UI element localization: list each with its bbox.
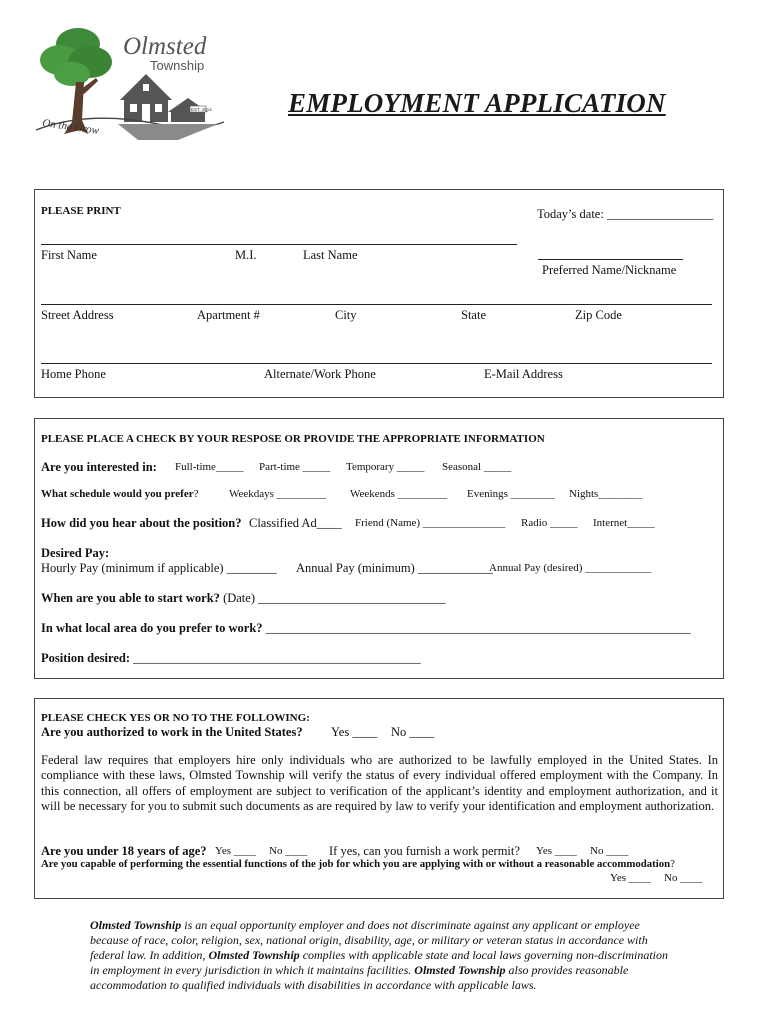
option-seasonal[interactable]: Seasonal _____ xyxy=(442,461,512,473)
apartment-label: Apartment # xyxy=(197,308,260,322)
svg-text:Township: Township xyxy=(150,58,205,73)
svg-text:Olmsted: Olmsted xyxy=(123,33,207,60)
annual-pay-min-field[interactable]: Annual Pay (minimum) ____________ xyxy=(296,561,493,575)
schedule-question: What schedule would you prefer? xyxy=(41,488,199,500)
work-permit-yes[interactable]: Yes ____ xyxy=(536,845,577,857)
position-desired-row: Position desired: ______________________________________________ xyxy=(41,651,421,665)
interested-question: Are you interested in: xyxy=(41,460,157,474)
personal-info-section xyxy=(34,189,724,398)
address-line[interactable] xyxy=(41,304,712,305)
authorization-heading: PLEASE CHECK YES OR NO TO THE FOLLOWING: xyxy=(41,712,310,724)
first-name-label: First Name xyxy=(41,248,97,262)
authorized-no[interactable]: No ____ xyxy=(391,725,435,739)
work-permit-no[interactable]: No ____ xyxy=(590,845,629,857)
capable-question: Are you capable of performing the essential functions of the job for which you are applying with or without a reasonable accommodation? xyxy=(41,858,675,870)
authorized-yes[interactable]: Yes ____ xyxy=(331,725,378,739)
annual-pay-desired-field[interactable]: Annual Pay (desired) ____________ xyxy=(489,562,652,574)
under18-row: Are you under 18 years of age? xyxy=(41,844,207,858)
option-part-time[interactable]: Part-time _____ xyxy=(259,461,331,473)
zip-code-label: Zip Code xyxy=(575,308,622,322)
hear-question: How did you hear about the position? xyxy=(41,516,242,530)
position-heading: PLEASE PLACE A CHECK BY YOUR RESPOSE OR PROVIDE THE APPROPRIATE INFORMATION xyxy=(41,433,545,445)
email-label: E-Mail Address xyxy=(484,367,563,381)
authorization-section xyxy=(34,698,724,899)
option-evenings[interactable]: Evenings ________ xyxy=(467,488,555,500)
option-classified-ad[interactable]: Classified Ad____ xyxy=(249,516,342,530)
phone-email-line[interactable] xyxy=(41,363,712,364)
under18-no[interactable]: No ____ xyxy=(269,845,308,857)
preferred-name-line[interactable] xyxy=(538,259,683,260)
start-work-row: When are you able to start work? (Date) ______________________________ xyxy=(41,591,446,605)
city-label: City xyxy=(335,308,357,322)
capable-no[interactable]: No ____ xyxy=(664,872,703,884)
option-friend[interactable]: Friend (Name) _______________ xyxy=(355,517,506,529)
start-date-field[interactable]: (Date) ______________________________ xyxy=(223,591,446,605)
name-line[interactable] xyxy=(41,244,517,245)
option-internet[interactable]: Internet_____ xyxy=(593,517,655,529)
option-full-time[interactable]: Full-time_____ xyxy=(175,461,244,473)
please-print-label: PLEASE PRINT xyxy=(41,205,121,217)
todays-date-field[interactable]: Today’s date: _________________ xyxy=(537,207,714,221)
local-area-row: In what local area do you prefer to work? ____________________________________________________________________ xyxy=(41,621,691,635)
option-weekends[interactable]: Weekends _________ xyxy=(350,488,448,500)
house-icon xyxy=(120,74,208,122)
option-temporary[interactable]: Temporary _____ xyxy=(346,461,425,473)
svg-text:On the Grow: On the Grow xyxy=(41,117,100,137)
last-name-label: Last Name xyxy=(303,248,358,262)
capable-yes[interactable]: Yes ____ xyxy=(610,872,651,884)
position-desired-field[interactable]: ______________________________________________ xyxy=(133,651,421,665)
page-title: EMPLOYMENT APPLICATION xyxy=(288,88,666,118)
hourly-pay-field[interactable]: Hourly Pay (minimum if applicable) ________ xyxy=(41,561,277,575)
home-phone-label: Home Phone xyxy=(41,367,106,381)
local-area-field[interactable]: ____________________________________________________________________ xyxy=(265,621,691,635)
under18-yes[interactable]: Yes ____ xyxy=(215,845,256,857)
svg-text:EST. 1814: EST. 1814 xyxy=(191,107,212,112)
position-info-section xyxy=(34,418,724,679)
township-logo xyxy=(28,22,228,157)
preferred-name-label: Preferred Name/Nickname xyxy=(542,263,677,277)
eeo-statement: Olmsted Township is an equal opportunity employer and does not discriminate against any applicant or employee because of race, color, religion, sex, national origin, disability, age, or military or veteran status in accordance with federal law. In addition, Olmsted Township complies with applicable state and local laws governing non-discrimination in employment in every jurisdiction in which it maintains facilities. Olmsted Township also provides reasonable accommodation to qualified individuals with disabilities in accordance with applicable laws. xyxy=(90,918,668,992)
option-weekdays[interactable]: Weekdays _________ xyxy=(229,488,327,500)
authorized-question: Are you authorized to work in the United States? xyxy=(41,725,303,739)
work-permit-question: If yes, can you furnish a work permit? xyxy=(329,844,520,858)
desired-pay-label: Desired Pay: xyxy=(41,546,110,560)
option-nights[interactable]: Nights________ xyxy=(569,488,643,500)
state-label: State xyxy=(461,308,486,322)
authorization-paragraph: Federal law requires that employers hire only individuals who are authorized to be lawfully employed in the United States. In compliance with these laws, Olmsted Township will verify the status of every individual offered employment with the Company. In this connection, all offers of employment are subject to verification of the applicant’s identity and employment authorization, and it will be necessary for you to submit such documents as are required by law to verify your identification and employment authorization. xyxy=(41,753,718,813)
alt-phone-label: Alternate/Work Phone xyxy=(264,367,376,381)
street-address-label: Street Address xyxy=(41,308,114,322)
option-radio[interactable]: Radio _____ xyxy=(521,517,578,529)
mi-label: M.I. xyxy=(235,248,257,262)
